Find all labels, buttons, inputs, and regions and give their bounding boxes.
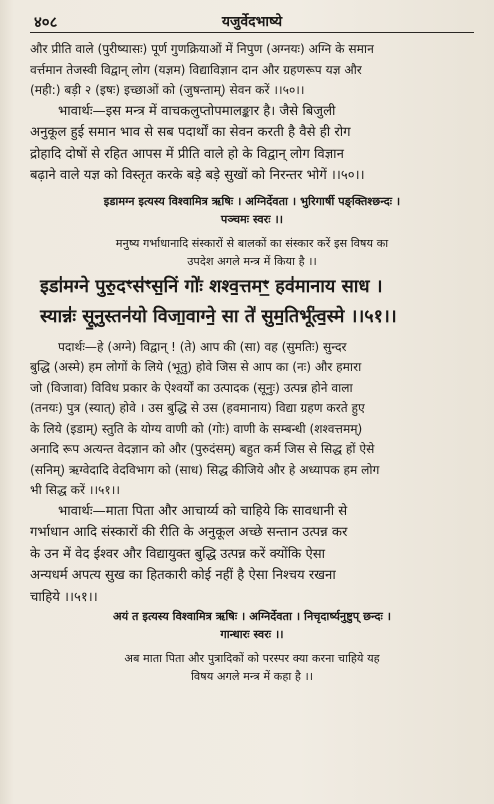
text-line: अनुकूल हुई समान भाव से सब पदार्थों का सेवन करती है वैसे ही रोग (30, 125, 351, 140)
verse-51-padartha (30, 337, 474, 501)
text-line: गर्भाधान आदि संस्कारों की रीति के अनुकूल अच्छे सन्तान उत्पन्न कर (30, 525, 348, 540)
intro-line: अब माता पिता और पुत्रादिकों को परस्पर क्या करना चाहिये यह (124, 652, 380, 665)
text-line: वर्त्तमान तेजस्वी विद्वान् लोग (यज्ञम) विद्याविज्ञान दान और ग्रहणरूप यज्ञ और (30, 62, 362, 77)
running-title: यजुर्वेदभाष्ये (221, 14, 283, 30)
svara-line: पञ्चमः स्वरः ।। (220, 212, 284, 226)
mantra-line: इडा॑मग्ने पुरु॒दꣳस॑ꣳस॒निं गोः॑ शश्व॒त्तमꣳ॒ हव॑मानाय साध । (40, 275, 383, 297)
text-line: भी सिद्ध करें ।।५१।। (30, 483, 120, 497)
rishi-line: अयं त इत्यस्य विश्वामित्र ऋषिः । अग्निर्देवता । निचृदार्ष्यनुष्टुप् छन्दः । (112, 610, 392, 623)
text-line: भावार्थः—इस मन्त्र में वाचकलुप्तोपमालङ्कार है। जैसे बिजुली (58, 103, 336, 119)
text-line: पदार्थः—हे (अग्ने) विद्वान् ! (ते) आप की (सा) वह (सुमतिः) सुन्दर (58, 339, 347, 354)
text-line: अनादि रूप अत्यन्त वेदज्ञान को और (पुरुदंसम्) बहुत कर्म जिस से सिद्ध हों ऐसे (30, 442, 375, 456)
text-line: बुद्धि (अस्मे) हम लोगों के लिये (भूतु) होवे जिस से आप का (नः) और हमारा (30, 360, 362, 374)
text-line: अन्यधर्म अपत्य सुख का हितकारी कोई नहीं है ऐसा निश्चय रखना (30, 568, 336, 583)
page-number: ४०८ (34, 13, 58, 31)
text-line: द्रोहादि दोषों से रहित आपस में प्रीति वाले हो के विद्वान् लोग विज्ञान (30, 146, 344, 162)
intro-line: उपदेश अगले मन्त्र में किया है ।। (187, 254, 317, 268)
verse-51-intro (30, 235, 474, 271)
text-line: चाहिये ।।५१।। (30, 589, 98, 605)
text-line: के लिये (इडाम्) स्तुति के योग्य वाणी को (गोः) वाणी के सम्बन्धी (शश्वत्तमम्) (30, 421, 363, 436)
text-line: बढ़ाने वाले यज्ञ को विस्तृत करके बड़े बड़े सुखों को निरन्तर भोगें ।।५०।। (30, 168, 365, 183)
verse-50-bhavartha (30, 101, 474, 187)
rishi-line: इडामग्न इत्यस्य विश्वामित्र ऋषिः । अग्निर्देवता । भुरिगार्षी पङ्क्तिश्छन्दः । (103, 194, 401, 208)
text-line: भावार्थः—माता पिता और आचार्य्य को चाहिये कि सावधानी से (58, 503, 348, 519)
mantra-line: स्यान्नः॑ सू॒नुस्तन॑यो विजा॒वाग्ने॒ सा ते॑ सुम॒तिर्भू॑त्व॒स्मे ।।५१।। (40, 305, 397, 327)
text-line: (सनिम्) ऋग्वेदादि वेदविभाग को (साध) सिद्ध कीजिये और हे अध्यापक हम लोग (30, 462, 380, 477)
verse-52-rishi-devata (30, 608, 474, 644)
page-header (30, 6, 474, 33)
verse-51-rishi-devata (30, 193, 474, 229)
verse-50-padartha-end (30, 39, 474, 101)
intro-line: विषय अगले मन्त्र में कहा है ।। (190, 670, 314, 683)
verse-51-mantra (30, 273, 474, 331)
svara-line: गान्धारः स्वरः ।। (220, 628, 284, 641)
text-line: और प्रीति वाले (पुरीष्यासः) पूर्ण गुणक्रियाओं में निपुण (अग्नयः) अग्नि के समान (30, 42, 374, 56)
text-line: (मही:) बड़ी २ (इषः) इच्छाओं को (जुषन्ताम्) सेवन करें ।।५०।। (30, 83, 305, 97)
verse-51-bhavartha (30, 501, 474, 609)
text-line: जो (विजावा) विविध प्रकार के ऐश्वर्यों का उत्पादक (सूनुः) उत्पन्न होने वाला (30, 380, 353, 395)
verse-52-intro (30, 650, 474, 686)
text-line: (तनयः) पुत्र (स्यात्) होवे । उस बुद्धि से उस (हवमानाय) विद्या ग्रहण करते हुए (30, 401, 365, 415)
intro-line: मनुष्य गर्भाधानादि संस्कारों से बालकों का संस्कार करें इस विषय का (115, 236, 389, 250)
text-line: के उन में वेद ईश्वर और विद्यायुक्त बुद्धि उत्पन्न करें क्योंकि ऐसा (30, 546, 326, 562)
